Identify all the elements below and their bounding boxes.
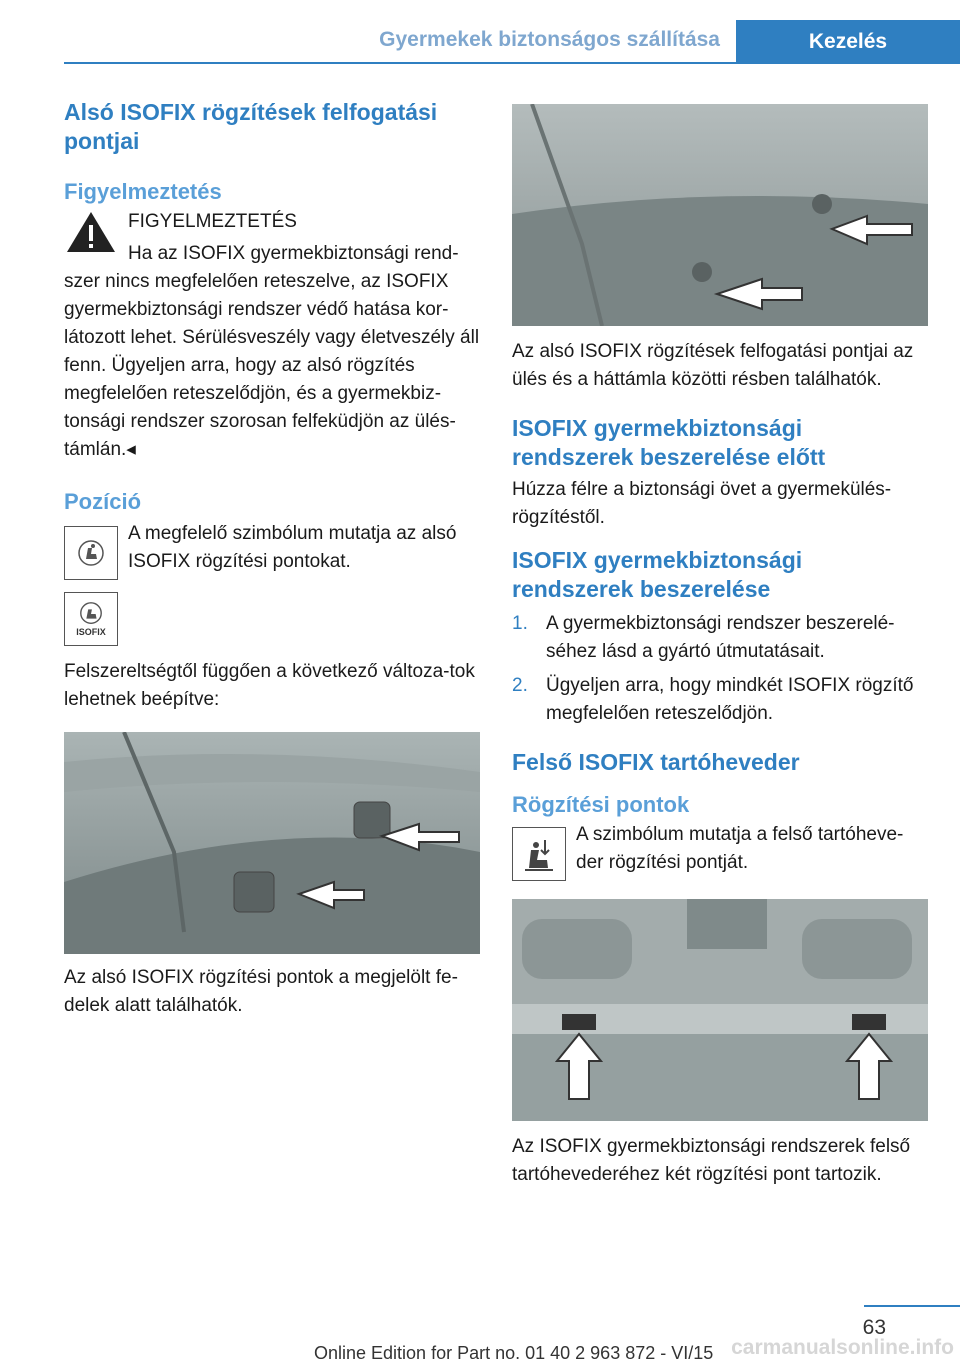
top-tether-icon	[512, 827, 566, 881]
child-seat-icon	[64, 526, 118, 580]
header-rule	[64, 62, 960, 64]
isofix-icon-label: ISOFIX	[76, 627, 106, 637]
installation-heading: ISOFIX gyermekbiztonsági rendszerek beszerelése	[512, 547, 803, 602]
variants-text: Felszereltségtől függően a következő változa-tok lehetnek beépítve:	[64, 661, 475, 710]
seat-photo-tether	[512, 899, 928, 1121]
section-title: Alsó ISOFIX rögzítések felfogatási pontjai	[64, 99, 438, 154]
step-number: 1.	[512, 613, 528, 634]
header-chapter-tab: Kezelés	[736, 20, 960, 64]
left-column	[64, 98, 480, 1020]
seat-photo-covers	[64, 732, 480, 954]
position-text: A megfelelő szimbólum mutatja az alsó ISOFIX rögzítési pontokat.	[128, 523, 457, 572]
warning-label: FIGYELMEZTETÉS	[128, 211, 297, 232]
list-item	[512, 610, 928, 666]
anchor-text: A szimbólum mutatja a felső tartóheve-der rögzítési pontját.	[576, 824, 904, 873]
step-text: Ügyeljen arra, hogy mindkét ISOFIX rögzítő megfelelően reteszelődjön.	[546, 675, 914, 724]
step-number: 2.	[512, 675, 528, 696]
warning-text-first-line: Ha az ISOFIX gyermekbiztonsági rend-	[128, 243, 459, 264]
warning-text: szer nincs megfelelően reteszelve, az ISOFIX gyermekbiztonsági rendszer védő hatása kor-látozott lehet. Sérülésveszély vagy életveszély áll fenn. Ügyeljen arra, hogy az alsó rögzítés megfelelően reteszelődjön, és a gyermekbiz-tonsági rendszer szorosan felfeküdjön az ülés-támlán.◂	[64, 271, 480, 460]
before-installation-heading: ISOFIX gyermekbiztonsági rendszerek beszerelése előtt	[512, 415, 826, 470]
right-column	[512, 98, 928, 1189]
position-symbol-row	[64, 520, 480, 580]
footer-rule	[864, 1305, 960, 1307]
isofix-symbol-icon	[64, 592, 118, 646]
warning-heading: Figyelmeztetés	[64, 179, 222, 204]
warning-block	[64, 208, 480, 268]
seat-photo-gap	[512, 104, 928, 326]
photo-caption-tether: Az ISOFIX gyermekbiztonsági rendszerek felső tartóhevederéhez két rögzítési pont tartozik.	[512, 1136, 911, 1185]
anchor-symbol-row	[512, 821, 928, 881]
before-installation-text: Húzza félre a biztonsági övet a gyermekülés-rögzítéstől.	[512, 479, 892, 528]
photo-caption-gap: Az alsó ISOFIX rögzítések felfogatási pontjai az ülés és a háttámla közötti résben találhatók.	[512, 341, 914, 390]
anchor-points-heading: Rögzítési pontok	[512, 792, 690, 817]
header-section-title: Gyermekek biztonságos szállítása	[379, 28, 720, 51]
edition-text: Online Edition for Part no. 01 40 2 963 872 - VI/15	[314, 1343, 714, 1363]
installation-steps	[512, 610, 928, 728]
step-text: A gyermekbiztonsági rendszer beszerelé-séhez lásd a gyártó útmutatásait.	[546, 613, 895, 662]
top-tether-heading: Felső ISOFIX tartóheveder	[512, 749, 800, 775]
warning-triangle-icon	[64, 208, 118, 262]
page-number: 63	[862, 1316, 886, 1339]
watermark-text: carmanualsonline.info	[731, 1336, 954, 1359]
photo-caption-covers: Az alsó ISOFIX rögzítési pontok a megjelölt fe-delek alatt találhatók.	[64, 967, 458, 1016]
position-heading: Pozíció	[64, 489, 142, 514]
list-item	[512, 672, 928, 728]
